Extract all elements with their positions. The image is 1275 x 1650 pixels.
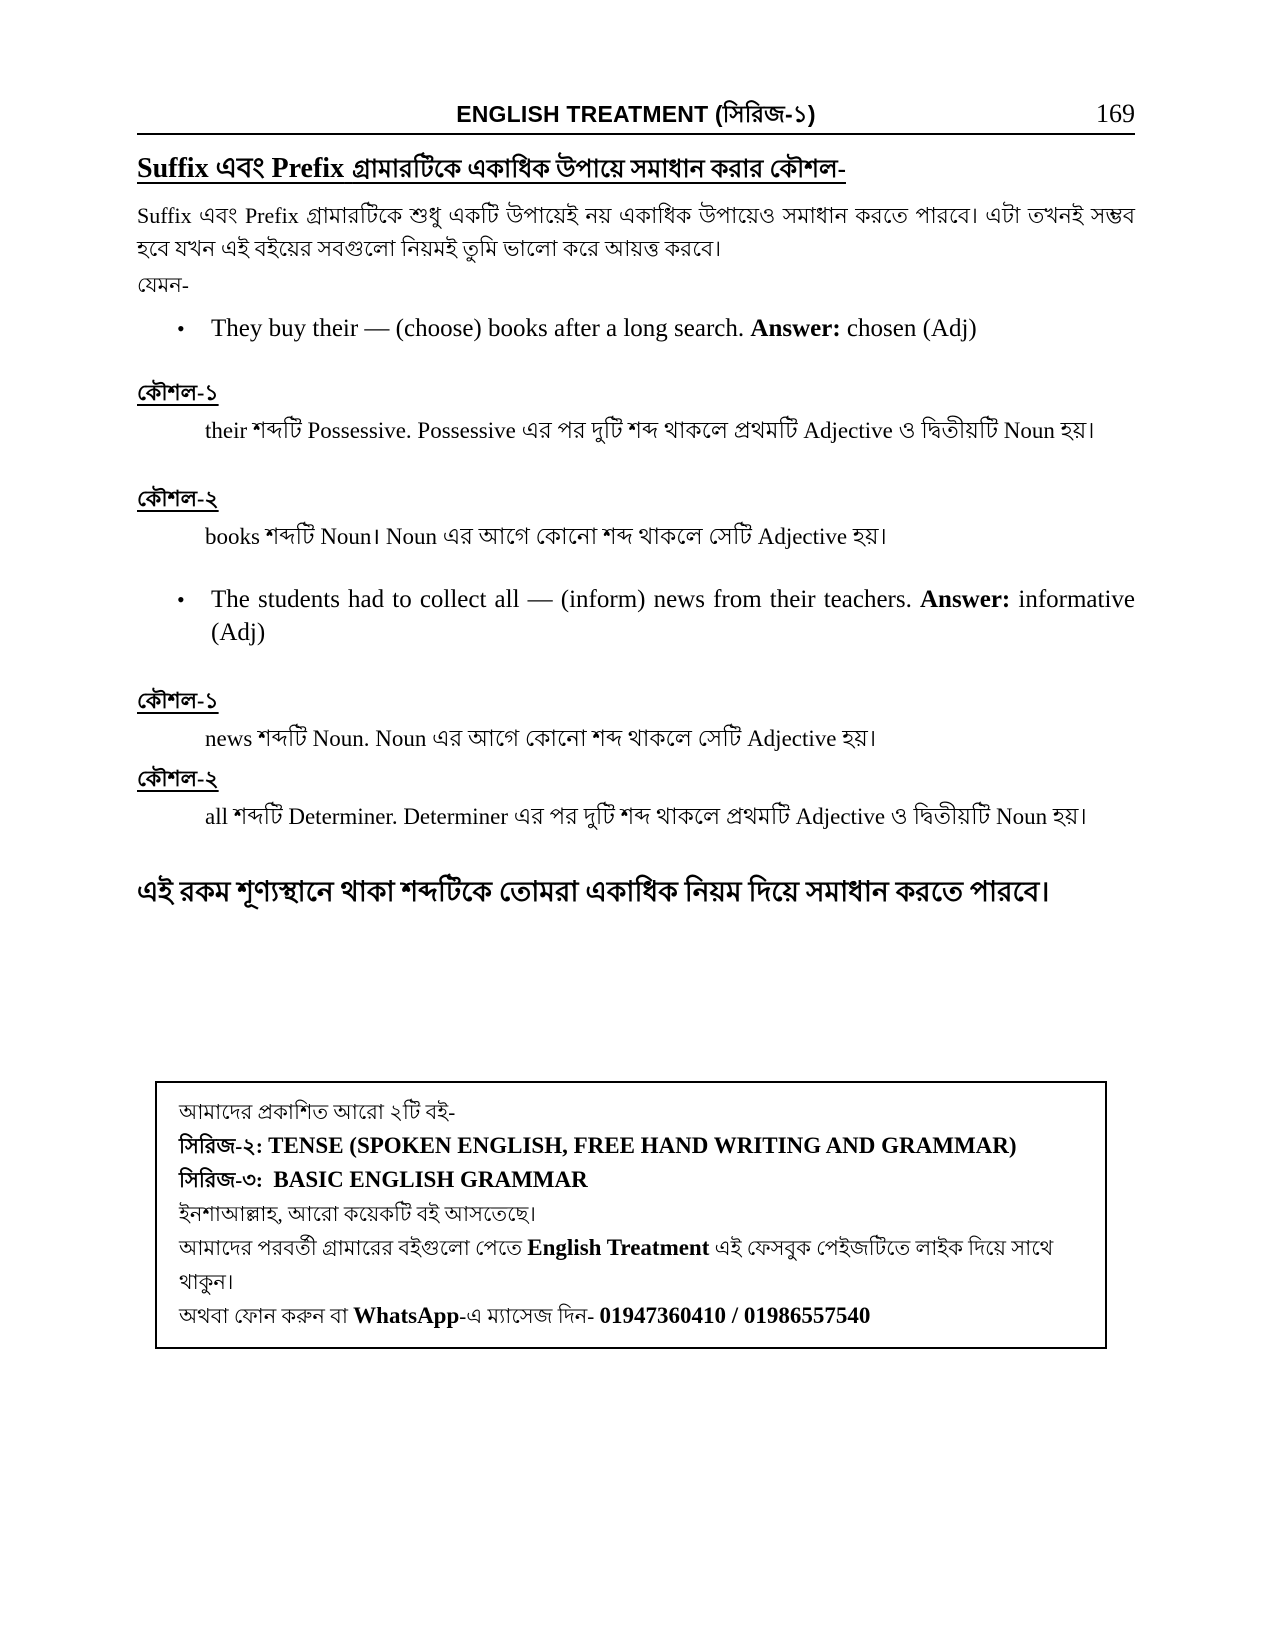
- running-header-title: ENGLISH TREATMENT (সিরিজ-১): [456, 101, 816, 127]
- bullet-icon: •: [177, 587, 185, 612]
- example-1-question: They buy their — (choose) books after a long search.: [211, 315, 745, 342]
- example-1-sentence: [211, 312, 1135, 345]
- contact-text-pre: অথবা ফোন করুন বা: [179, 1304, 348, 1328]
- section-heading-bangla: গ্রামারটিকে একাধিক উপায়ে সমাধান করার কৌশল-: [352, 156, 846, 183]
- example-2-sentence: [211, 583, 1135, 649]
- conclusion-statement: এই রকম শূণ্যস্থানে থাকা শব্দটিকে তোমরা একাধিক নিয়ম দিয়ে সমাধান করতে পারবে।: [137, 877, 1050, 908]
- example-1-item: [137, 312, 1135, 345]
- example-1-trick-2-text: books শব্দটি Noun। Noun এর আগে কোনো শব্দ থাকলে সেটি Adjective হয়।: [205, 524, 887, 549]
- example-2-answer: informative (Adj): [211, 586, 1136, 646]
- promo-intro: আমাদের প্রকাশিত আরো ২টি বই-: [179, 1100, 456, 1124]
- promo-facebook: [179, 1231, 1083, 1299]
- example-2-question: The students had to collect all — (inform) news from their teachers.: [211, 586, 912, 613]
- example-1-answer-label: Answer:: [750, 315, 841, 342]
- contact-text-mid: -এ ম্যাসেজ দিন-: [459, 1304, 595, 1328]
- facebook-brand: English Treatment: [527, 1235, 710, 1260]
- intro-paragraph: Suffix এবং Prefix গ্রামারটিকে শুধু একটি উপায়েই নয় একাধিক উপায়েও সমাধান করতে পারবে। এটা তখনই সম্ভব হবে যখন এই বইয়ের সবগুলো নিয়মই তুমি ভালো করে আয়ত্ত করবে।: [137, 203, 1135, 261]
- example-label: যেমন-: [137, 273, 189, 297]
- example-2-answer-label: Answer:: [919, 586, 1011, 613]
- facebook-text-post: এই ফেসবুক পেইজটিতে লাইক দিয়ে সাথে থাকুন।: [179, 1236, 1054, 1294]
- example-2-item: [137, 583, 1135, 649]
- example-2-trick-2-text: all শব্দটি Determiner. Determiner এর পর দুটি শব্দ থাকলে প্রথমটি Adjective ও দ্বিতীয়টি Noun হয়।: [205, 804, 1087, 829]
- promo-contact: [179, 1299, 1083, 1333]
- bullet-icon: •: [177, 316, 185, 341]
- example-2-trick-1-text: news শব্দটি Noun. Noun এর আগে কোনো শব্দ থাকলে সেটি Adjective হয়।: [205, 726, 877, 751]
- facebook-text-pre: আমাদের পরবর্তী গ্রামারের বইগুলো পেতে: [179, 1236, 523, 1260]
- series-3-title: BASIC ENGLISH GRAMMAR: [273, 1167, 588, 1192]
- page-header: [137, 100, 1135, 128]
- example-2-trick-1-label: কৌশল-১: [137, 688, 219, 713]
- promo-series-2: [179, 1129, 1083, 1163]
- example-1-trick-1-text: their শব্দটি Possessive. Possessive এর পর দুটি শব্দ থাকলে প্রথমটি Adjective ও দ্বিতীয়টি Noun হয়।: [205, 418, 1095, 443]
- promo-upcoming: ইনশাআল্লাহ, আরো কয়েকটি বই আসতেছে।: [179, 1202, 536, 1226]
- whatsapp-brand: WhatsApp: [353, 1303, 460, 1328]
- page-number: 169: [1096, 99, 1135, 128]
- section-heading: [137, 148, 1135, 188]
- promo-box: [155, 1081, 1107, 1349]
- example-1-trick-2-label: কৌশল-২: [137, 486, 219, 511]
- example-1-trick-1-label: কৌশল-১: [137, 380, 219, 405]
- series-2-title: TENSE (SPOKEN ENGLISH, FREE HAND WRITING AND GRAMMAR): [268, 1133, 1017, 1158]
- header-rule: [137, 133, 1135, 135]
- contact-phone-numbers: 01947360410 / 01986557540: [599, 1303, 871, 1328]
- example-2-trick-2-label: কৌশল-২: [137, 766, 219, 791]
- promo-series-3: [179, 1163, 1083, 1197]
- series-2-label: সিরিজ-২:: [179, 1134, 263, 1158]
- series-3-label: সিরিজ-৩:: [179, 1168, 263, 1192]
- section-heading-latin: Suffix এবং Prefix: [137, 153, 345, 184]
- example-1-answer: chosen (Adj): [846, 315, 977, 342]
